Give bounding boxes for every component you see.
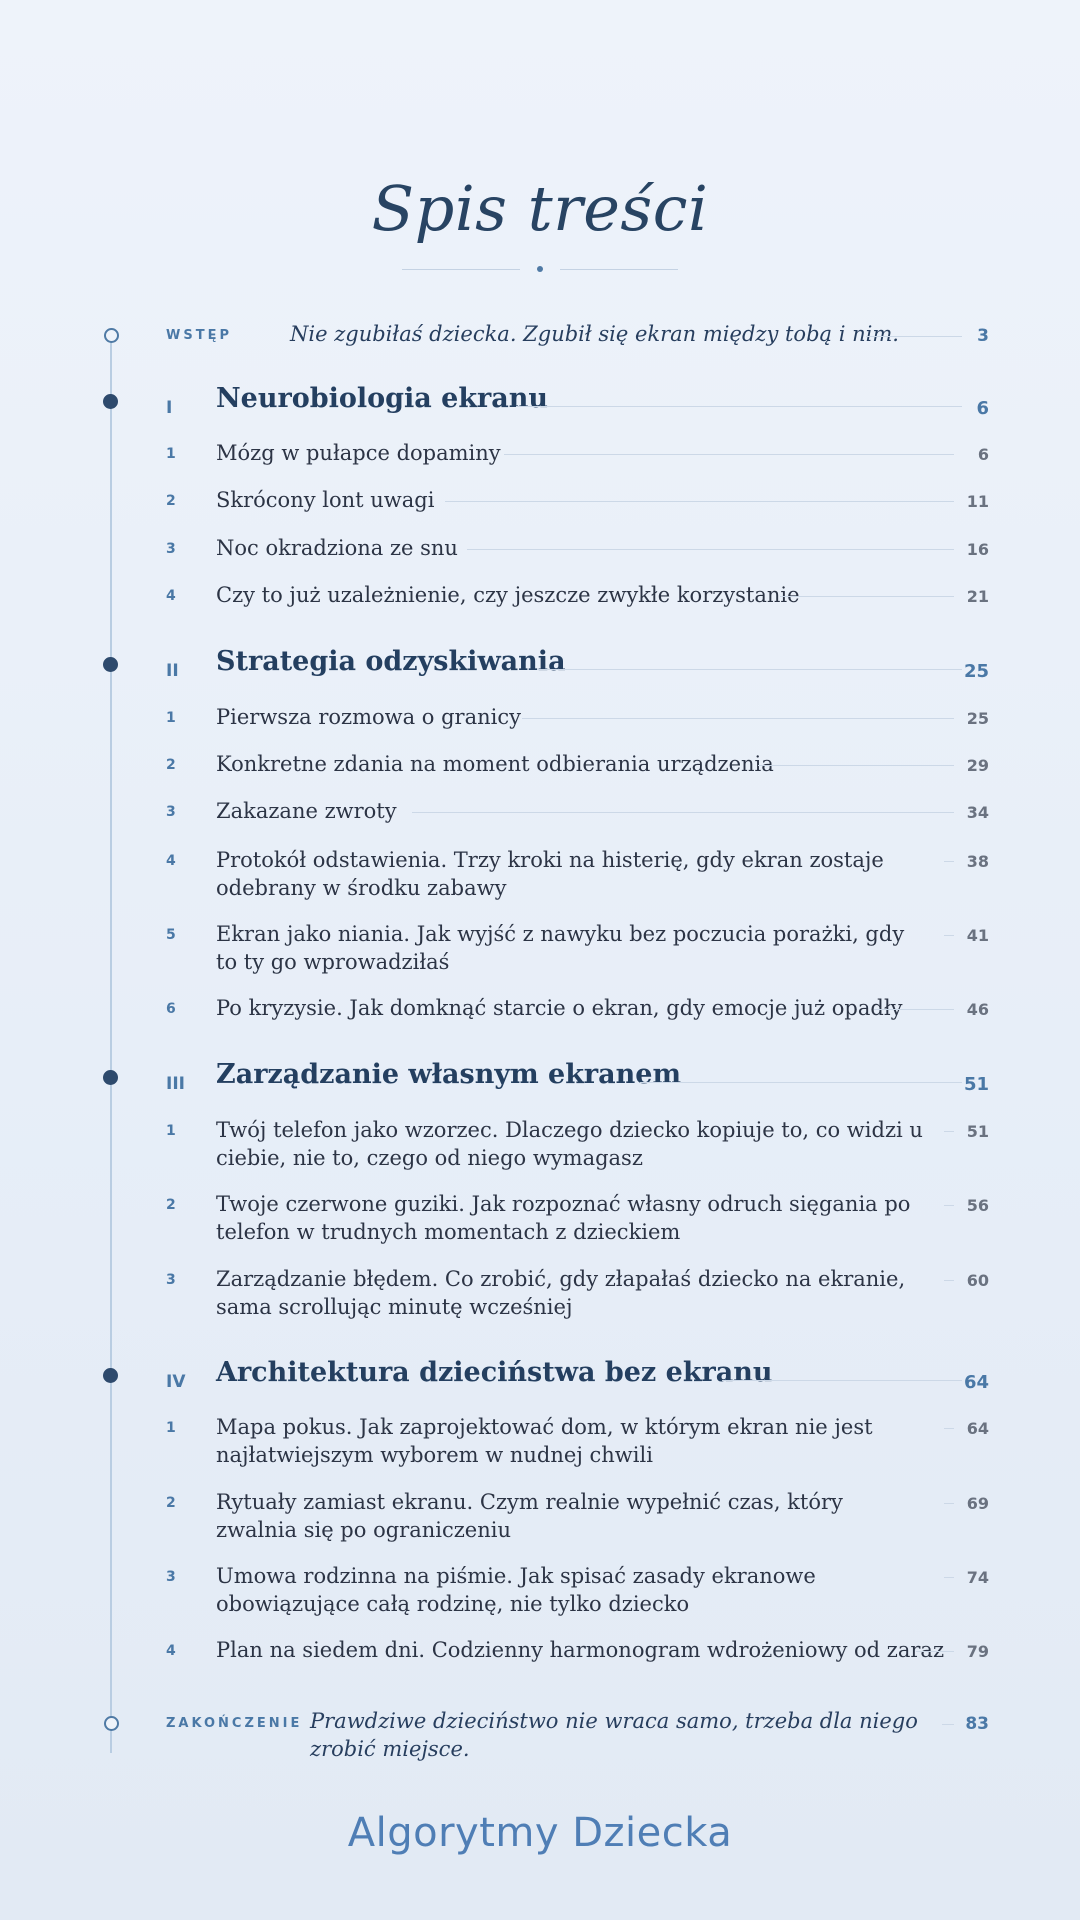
timeline-node-chapter-3 bbox=[103, 1070, 118, 1085]
intro-label: WSTĘP bbox=[166, 328, 232, 343]
section-title: Rytuały zamiast ekranu. Czym realnie wypełnić czas, który zwalnia się po ograniczeniu bbox=[216, 1490, 843, 1542]
section-title: Po kryzysie. Jak domknąć starcie o ekran, gdy emocje już opadły bbox=[216, 996, 903, 1020]
ornament-dot bbox=[537, 266, 543, 272]
page-title: Spis treści bbox=[371, 172, 709, 245]
dot-leader bbox=[866, 336, 962, 337]
section-page: 11 bbox=[966, 492, 989, 511]
intro-page: 3 bbox=[977, 326, 989, 346]
section-number: 4 bbox=[166, 1643, 176, 1659]
section-title: Mózg w pułapce dopaminy bbox=[216, 441, 501, 465]
section-page: 64 bbox=[966, 1419, 989, 1438]
section-title: Mapa pokus. Jak zaprojektować dom, w którym ekran nie jest najłatwiejszym wyborem w nudnej chwili bbox=[216, 1415, 873, 1467]
chapter-numeral: II bbox=[166, 661, 179, 681]
section-page: 38 bbox=[966, 852, 989, 871]
section-page: 56 bbox=[966, 1196, 989, 1215]
timeline-node-chapter-4 bbox=[103, 1368, 118, 1383]
section-title: Noc okradziona ze snu bbox=[216, 536, 458, 560]
section-page: 16 bbox=[966, 540, 989, 559]
chapter-numeral: I bbox=[166, 398, 173, 418]
dot-leader bbox=[944, 1131, 954, 1132]
dot-leader bbox=[467, 549, 954, 550]
footer-brand: Algorytmy Dziecka bbox=[347, 1810, 733, 1856]
section-title: Zakazane zwroty bbox=[216, 799, 397, 823]
dot-leader bbox=[944, 935, 954, 936]
chapter-page: 51 bbox=[963, 1074, 989, 1095]
dot-leader bbox=[504, 454, 954, 455]
chapter-page: 6 bbox=[976, 398, 989, 419]
dot-leader bbox=[538, 669, 962, 670]
section-number: 1 bbox=[166, 1420, 176, 1436]
title-ornament bbox=[402, 262, 678, 276]
section-page: 69 bbox=[966, 1494, 989, 1513]
timeline-node-intro bbox=[104, 328, 119, 343]
ornament-line-right bbox=[560, 269, 678, 270]
dot-leader bbox=[944, 1428, 954, 1429]
dot-leader bbox=[944, 861, 954, 862]
section-page: 51 bbox=[966, 1122, 989, 1141]
chapter-title: Zarządzanie własnym ekranem bbox=[216, 1059, 682, 1090]
dot-leader bbox=[942, 1724, 954, 1725]
section-number: 1 bbox=[166, 446, 176, 462]
dot-leader bbox=[758, 765, 954, 766]
section-title: Zarządzanie błędem. Co zrobić, gdy złapałaś dziecko na ekranie, sama scrollując minutę wcześniej bbox=[216, 1267, 906, 1319]
section-page: 41 bbox=[966, 926, 989, 945]
section-title: Umowa rodzinna na piśmie. Jak spisać zasady ekranowe obowiązujące całą rodzinę, nie tylko dziecko bbox=[216, 1564, 816, 1616]
section-number: 2 bbox=[166, 1495, 176, 1511]
chapter-numeral: IV bbox=[166, 1372, 186, 1392]
section-number: 4 bbox=[166, 853, 176, 869]
section-title: Skrócony lont uwagi bbox=[216, 488, 435, 512]
timeline-node-chapter-1 bbox=[103, 394, 118, 409]
chapter-title: Architektura dzieciństwa bez ekranu bbox=[216, 1357, 773, 1388]
section-number: 2 bbox=[166, 757, 176, 773]
section-number: 2 bbox=[166, 493, 176, 509]
dot-leader bbox=[522, 718, 954, 719]
timeline-node-outro bbox=[104, 1716, 119, 1731]
section-page: 29 bbox=[966, 756, 989, 775]
section-title: Pierwsza rozmowa o granicy bbox=[216, 705, 521, 729]
section-title: Czy to już uzależnienie, czy jeszcze zwykłe korzystanie bbox=[216, 583, 800, 607]
section-number: 3 bbox=[166, 1272, 176, 1288]
section-page: 46 bbox=[966, 1000, 989, 1019]
section-number: 5 bbox=[166, 927, 176, 943]
chapter-numeral: III bbox=[166, 1074, 185, 1094]
dot-leader bbox=[916, 1651, 954, 1652]
section-title: Ekran jako niania. Jak wyjść z nawyku bez poczucia porażki, gdy to ty go wprowadziłaś bbox=[216, 922, 905, 974]
dot-leader bbox=[944, 1577, 954, 1578]
dot-leader bbox=[722, 1380, 962, 1381]
chapter-page: 25 bbox=[963, 661, 989, 682]
section-page: 21 bbox=[966, 587, 989, 606]
section-title: Twój telefon jako wzorzec. Dlaczego dziecko kopiuje to, co widzi u ciebie, nie to, czego od niego wymagasz bbox=[216, 1118, 923, 1170]
dot-leader bbox=[516, 406, 962, 407]
dot-leader bbox=[412, 812, 954, 813]
section-title: Twoje czerwone guziki. Jak rozpoznać własny odruch sięgania po telefon w trudnych momentach z dzieckiem bbox=[216, 1192, 911, 1244]
outro-label: ZAKOŃCZENIE bbox=[166, 1716, 303, 1731]
dot-leader bbox=[944, 1503, 954, 1504]
section-number: 6 bbox=[166, 1001, 176, 1017]
section-title: Plan na siedem dni. Codzienny harmonogram wdrożeniowy od zaraz bbox=[216, 1638, 945, 1662]
dot-leader bbox=[874, 1009, 954, 1010]
section-number: 3 bbox=[166, 804, 176, 820]
section-number: 4 bbox=[166, 588, 176, 604]
timeline-node-chapter-2 bbox=[103, 657, 118, 672]
section-page: 34 bbox=[966, 803, 989, 822]
section-number: 3 bbox=[166, 1569, 176, 1585]
chapter-title: Neurobiologia ekranu bbox=[216, 383, 549, 414]
outro-page: 83 bbox=[965, 1714, 989, 1734]
chapter-page: 64 bbox=[963, 1372, 989, 1393]
dot-leader bbox=[944, 1205, 954, 1206]
section-page: 60 bbox=[966, 1271, 989, 1290]
section-number: 1 bbox=[166, 710, 176, 726]
dot-leader bbox=[445, 501, 954, 502]
section-number: 3 bbox=[166, 541, 176, 557]
section-page: 6 bbox=[977, 445, 989, 464]
section-title: Protokół odstawienia. Trzy kroki na histerię, gdy ekran zostaje odebrany w środku zabawy bbox=[216, 848, 884, 900]
outro-text: Prawdziwe dzieciństwo nie wraca samo, trzeba dla niego zrobić miejsce. bbox=[310, 1709, 918, 1761]
section-page: 79 bbox=[966, 1642, 989, 1661]
timeline-line bbox=[110, 335, 112, 1753]
section-number: 1 bbox=[166, 1123, 176, 1139]
intro-text: Nie zgubiłaś dziecka. Zgubił się ekran między tobą i nim. bbox=[290, 322, 899, 346]
dot-leader bbox=[640, 1082, 962, 1083]
chapter-title: Strategia odzyskiwania bbox=[216, 646, 566, 677]
section-title: Konkretne zdania na moment odbierania urządzenia bbox=[216, 752, 774, 776]
section-number: 2 bbox=[166, 1197, 176, 1213]
dot-leader bbox=[944, 1280, 954, 1281]
section-page: 25 bbox=[966, 709, 989, 728]
ornament-line-left bbox=[402, 269, 520, 270]
section-page: 74 bbox=[966, 1568, 989, 1587]
dot-leader bbox=[780, 596, 954, 597]
